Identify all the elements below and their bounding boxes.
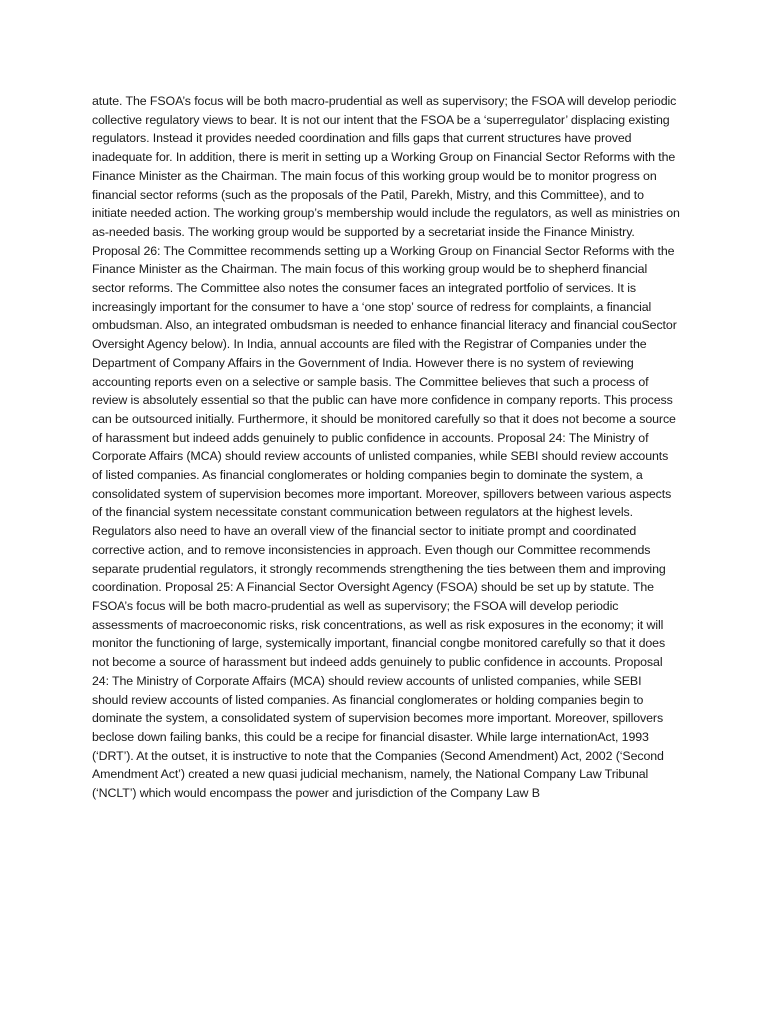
- body-paragraph: atute. The FSOA’s focus will be both macro-prudential as well as supervisory; the FSOA will develop periodic collective regulatory views to bear. It is not our intent that the FSOA be a ‘superregulator’ displacing existing regulators. Instead it provides needed coordination and fills gaps that current structures have proved inadequate for. In addition, there is merit in setting up a Working Group on Financial Sector Reforms with the Finance Minister as the Chairman. The main focus of this working group would be to monitor progress on financial sector reforms (such as the proposals of the Patil, Parekh, Mistry, and this Committee), and to initiate needed action. The working group’s membership would include the regulators, as well as ministries on as-needed basis. The working group would be supported by a secretariat inside the Finance Ministry. Proposal 26: The Committee recommends setting up a Working Group on Financial Sector Reforms with the Finance Minister as the Chairman. The main focus of this working group would be to shepherd financial sector reforms. The Committee also notes the consumer faces an integrated portfolio of services. It is increasingly important for the consumer to have a ‘one stop’ source of redress for complaints, a financial ombudsman. Also, an integrated ombudsman is needed to enhance financial literacy and financial couSector Oversight Agency below). In India, annual accounts are filed with the Registrar of Companies under the Department of Company Affairs in the Government of India. However there is no system of reviewing accounting reports even on a selective or sample basis. The Committee believes that such a process of review is absolutely essential so that the public can have more confidence in company reports. This process can be outsourced initially. Furthermore, it should be monitored carefully so that it does not become a source of harassment but indeed adds genuinely to public confidence in accounts. Proposal 24: The Ministry of Corporate Affairs (MCA) should review accounts of unlisted companies, while SEBI should review accounts of listed companies. As financial conglomerates or holding companies begin to dominate the system, a consolidated system of supervision becomes more important. Moreover, spillovers between various aspects of the financial system necessitate constant communication between regulators at the highest levels. Regulators also need to have an overall view of the financial sector to initiate prompt and coordinated corrective action, and to remove inconsistencies in approach. Even though our Committee recommends separate prudential regulators, it strongly recommends strengthening the ties between them and improving coordination. Proposal 25: A Financial Sector Oversight Agency (FSOA) should be set up by statute. The FSOA’s focus will be both macro-prudential as well as supervisory; the FSOA will develop periodic assessments of macroeconomic risks, risk concentrations, as well as risk exposures in the economy; it will monitor the functioning of large, systemically important, financial congbe monitored carefully so that it does not become a source of harassment but indeed adds genuinely to public confidence in accounts. Proposal 24: The Ministry of Corporate Affairs (MCA) should review accounts of unlisted companies, while SEBI should review accounts of listed companies. As financial conglomerates or holding companies begin to dominate the system, a consolidated system of supervision becomes more important. Moreover, spillovers beclose down failing banks, this could be a recipe for financial disaster. While large internationAct, 1993 (‘DRT’). At the outset, it is instructive to note that the Companies (Second Amendment) Act, 2002 (‘Second Amendment Act’) created a new quasi judicial mechanism, namely, the National Company Law Tribunal (‘NCLT’) which would encompass the power and jurisdiction of the Company Law B: [92, 94, 680, 801]
